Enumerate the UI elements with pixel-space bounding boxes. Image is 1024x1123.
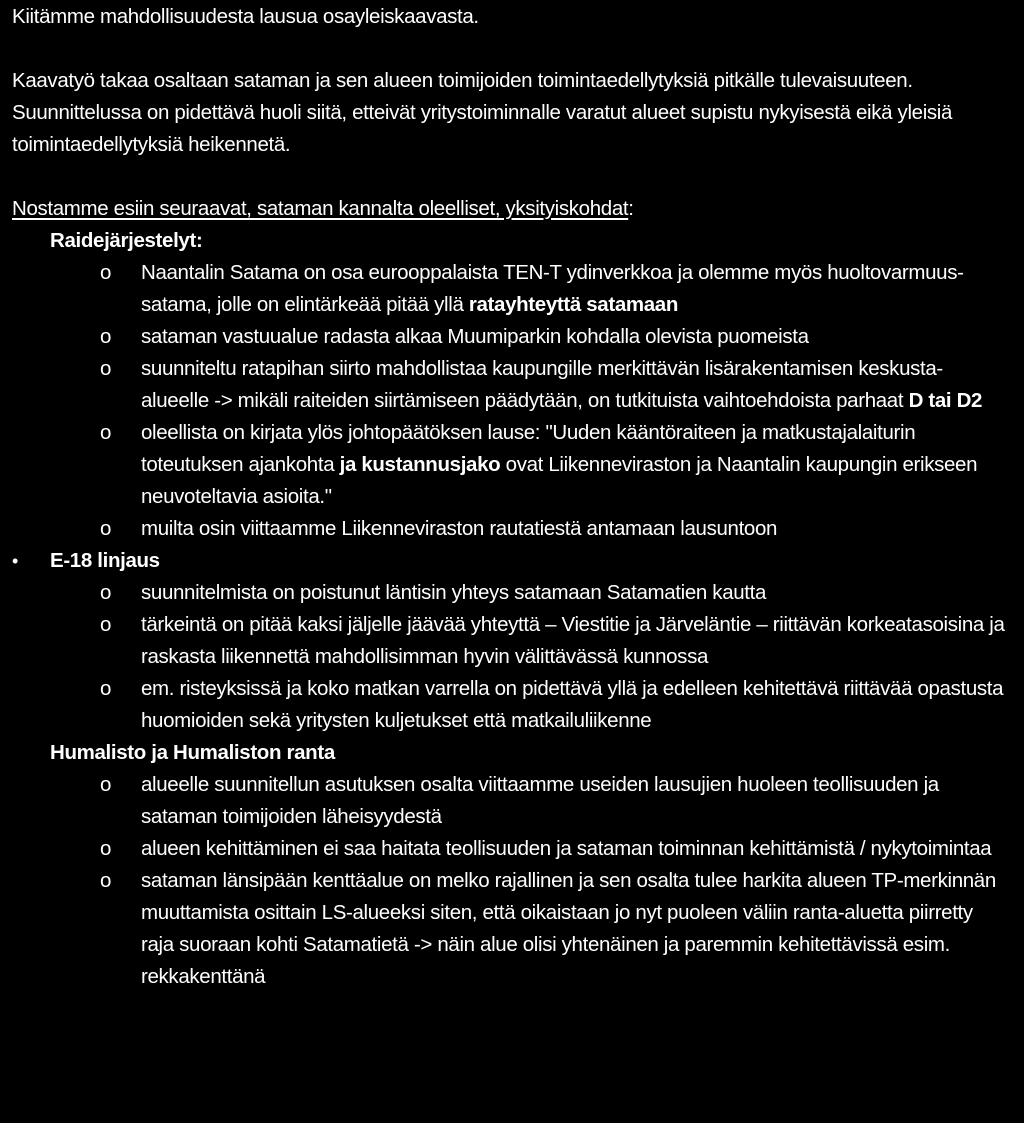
sub-bullet-marker: o <box>100 581 112 604</box>
sub-bullet-marker: o <box>100 677 112 700</box>
intro-paragraph: Kaavatyö takaa osaltaan sataman ja sen alueen toimijoiden toimintaedellytyksiä pitkälle tulevaisuuteen. Suunnittelussa on pidettävä huoli siitä, etteivät yritystoiminnalle varatut alueet supistu nykyisestä eikä yleisiä toimintaedellytyksiä heikennetä. <box>12 69 953 156</box>
section-title-row <box>12 545 1010 577</box>
sub-bullet-marker: o <box>100 357 112 380</box>
bullet-dot: • <box>12 551 18 571</box>
sub-bullet-marker: o <box>100 837 112 860</box>
list-item <box>12 769 1010 833</box>
item-text: alueen kehittäminen ei saa haitata teollisuuden ja sataman toiminnan kehittämistä / nykytoimintaa <box>141 837 992 860</box>
item-text: suunniteltu ratapihan siirto mahdollistaa kaupungille merkittävän lisärakentamisen keskusta-alueelle -> mikäli raiteiden siirtämiseen päädytään, on tutkituista vaihtoehdoista parhaat <box>141 357 943 412</box>
sub-bullet-marker: o <box>100 421 112 444</box>
sub-bullet-marker: o <box>100 773 112 796</box>
list-item <box>12 609 1010 673</box>
item-tail-text: ovat Liikenneviraston ja Naantalin kaupungin erikseen neuvoteltavia asioita." <box>141 453 978 508</box>
item-text: muilta osin viittaamme Liikenneviraston rautatiestä antamaan lausuntoon <box>141 517 778 540</box>
list-item <box>12 353 1010 417</box>
section-title: E-18 linjaus <box>50 549 160 572</box>
list-item <box>12 577 1010 609</box>
list-item <box>12 833 1010 865</box>
sub-bullet-marker: o <box>100 325 112 348</box>
item-text: alueelle suunnitellun asutuksen osalta viittaamme useiden lausujien huoleen teollisuuden ja sataman toimijoiden läheisyydestä <box>141 773 939 828</box>
item-text: em. risteyksissä ja koko matkan varrella on pidettävä yllä ja edelleen kehitettävä riittävää opastusta huomioiden sekä yritysten kuljetukset että matkailuliikenne <box>141 677 1004 732</box>
item-text: tärkeintä on pitää kaksi jäljelle jäävää yhteyttä – Viestitie ja Järveläntie – riittävän korkeatasoisina ja raskasta liikennettä mahdollisimman hyvin välittävässä kunnossa <box>141 613 1005 668</box>
sub-bullet-marker: o <box>100 869 112 892</box>
list-item <box>12 417 1010 513</box>
list-item <box>12 321 1010 353</box>
sub-bullet-marker: o <box>100 517 112 540</box>
spacer <box>12 161 1010 193</box>
list-item <box>12 673 1010 737</box>
item-bold-text: ja kustannusjako <box>339 453 501 476</box>
section-humalisto <box>12 737 1010 993</box>
list-item <box>12 865 1010 993</box>
intro-text: Kiitämme mahdollisuudesta lausua osayleiskaavasta. <box>12 5 479 28</box>
details-heading-text: Nostamme esiin seuraavat, sataman kannalta oleelliset, yksityiskohdat <box>12 197 629 220</box>
section-title: Humalisto ja Humaliston ranta <box>50 741 335 764</box>
section-title: Raidejärjestelyt: <box>50 229 203 252</box>
item-bold-text: D tai D2 <box>908 389 983 412</box>
sub-bullet-marker: o <box>100 261 112 284</box>
list-item <box>12 257 1010 321</box>
item-bold-text: ratayhteyttä satamaan <box>468 293 679 316</box>
details-heading <box>12 193 1010 225</box>
item-text: sataman länsipään kenttäalue on melko rajallinen ja sen osalta tulee harkita alueen TP-merkinnän muuttamista osittain LS-alueeksi siten, että oikaistaan jo nyt puoleen väliin ranta-aluetta piirretty raja suoraan kohti Satamatietä -> näin alue olisi yhtenäinen ja paremmin kehitettävissä esim. rekkakenttänä <box>141 869 996 988</box>
list-item <box>12 513 1010 545</box>
item-text: Naantalin Satama on osa eurooppalaista TEN-T ydinverkkoa ja olemme myös huoltovarmuus-satama, jolle on elintärkeää pitää yllä <box>141 261 964 316</box>
section-e18-linjaus <box>12 545 1010 737</box>
sub-bullet-marker: o <box>100 613 112 636</box>
details-heading-colon: : <box>628 197 634 220</box>
spacer <box>12 33 1010 65</box>
section-raidejarjestelyt <box>12 225 1010 545</box>
item-text: sataman vastuualue radasta alkaa Muumiparkin kohdalla olevista puomeista <box>141 325 809 348</box>
item-text: oleellista on kirjata ylös johtopäätöksen lause: "Uuden kääntöraiteen ja matkustajalaiturin toteutuksen ajankohta <box>141 421 916 476</box>
item-text: suunnitelmista on poistunut läntisin yhteys satamaan Satamatien kautta <box>141 581 767 604</box>
